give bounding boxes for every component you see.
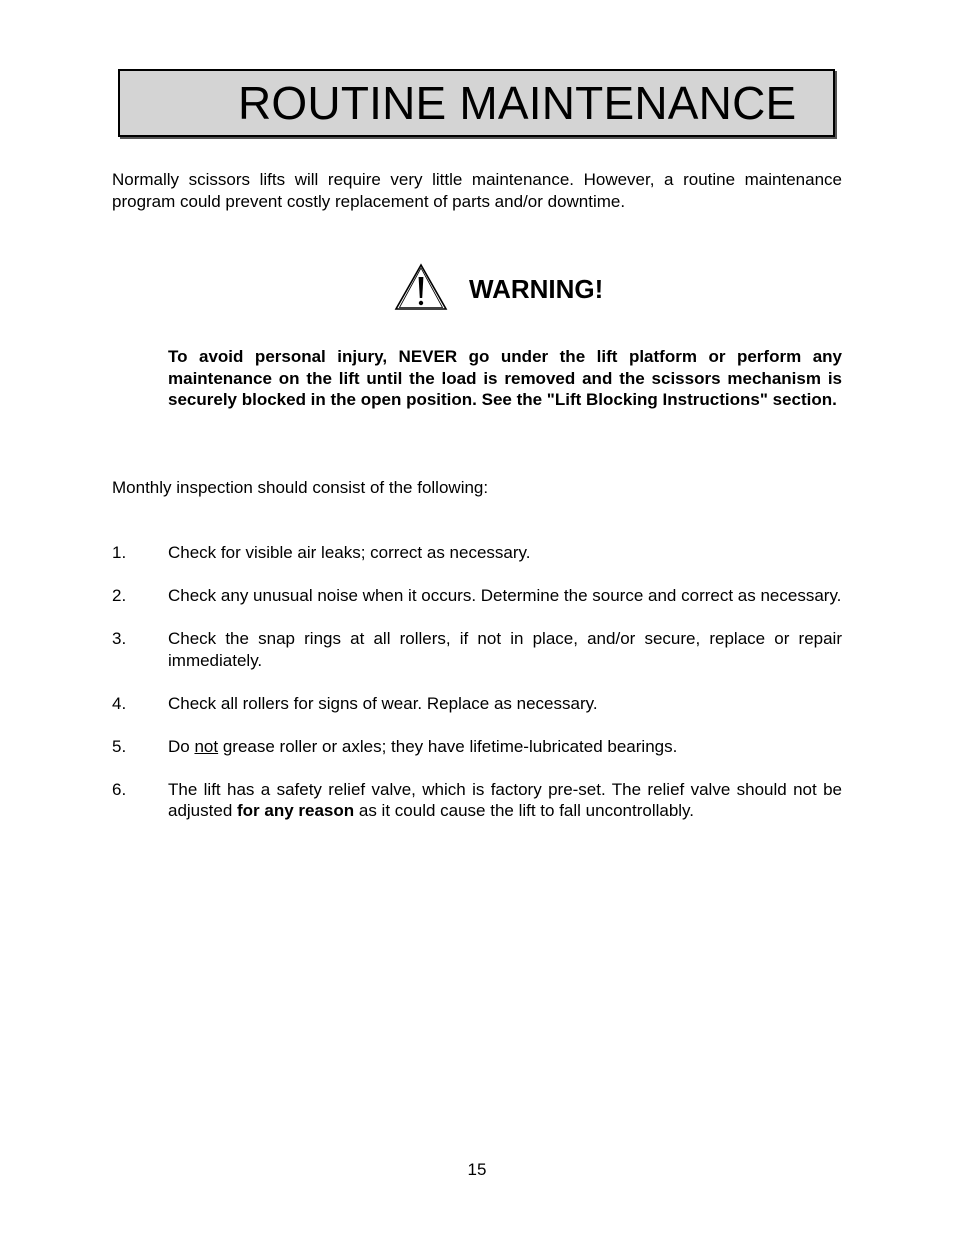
item-number: 2. <box>112 586 127 605</box>
item-text: Check the snap rings at all rollers, if not in place, and/or secure, replace or repair immediately. <box>168 629 842 670</box>
title-box <box>118 69 835 137</box>
item-number: 1. <box>112 543 127 562</box>
warning-text: To avoid personal injury, NEVER go under the lift platform or perform any maintenance on the lift until the load is removed and the scissors mechanism is securely blocked in the open position. See the "Lift Blocking Instructions" section. <box>168 347 842 409</box>
item-text-start: The lift has a safety relief valve, which is factory pre-set. The relief valve should not be adjusted <box>168 779 842 820</box>
item-number: 5. <box>112 736 127 756</box>
underlined-text: not <box>194 736 219 756</box>
item-text-end: grease roller or axles; they have lifetime-lubricated bearings. <box>218 736 678 756</box>
warning-heading <box>393 262 603 312</box>
list-item <box>112 736 842 758</box>
item-text: Check all rollers for signs of wear. Replace as necessary. <box>168 693 598 713</box>
page-title: ROUTINE MAINTENANCE <box>238 77 797 129</box>
list-item <box>112 779 842 822</box>
page-number: 15 <box>467 1160 487 1179</box>
item-text: Check for visible air leaks; correct as necessary. <box>168 543 531 562</box>
item-number: 3. <box>112 629 127 648</box>
intro-paragraph: Normally scissors lifts will require very little maintenance. However, a routine maintenance program could prevent costly replacement of parts and/or downtime. <box>112 170 842 211</box>
item-number: 6. <box>112 779 127 799</box>
list-item <box>112 542 842 564</box>
inspection-list <box>112 542 842 843</box>
bold-text: for any reason <box>237 801 355 820</box>
list-item <box>112 693 842 715</box>
warning-title: WARNING! <box>469 273 604 304</box>
item-text <box>168 779 842 822</box>
item-text <box>168 736 842 758</box>
list-item <box>112 585 842 607</box>
monthly-intro: Monthly inspection should consist of the following: <box>112 478 489 497</box>
item-text-start: Do <box>168 736 195 756</box>
item-text-end: as it could cause the lift to fall uncontrollably. <box>354 801 695 820</box>
item-text: Check any unusual noise when it occurs. Determine the source and correct as necessary. <box>168 586 842 605</box>
warning-triangle-icon <box>393 262 449 312</box>
item-number: 4. <box>112 693 127 713</box>
list-item <box>112 628 842 671</box>
